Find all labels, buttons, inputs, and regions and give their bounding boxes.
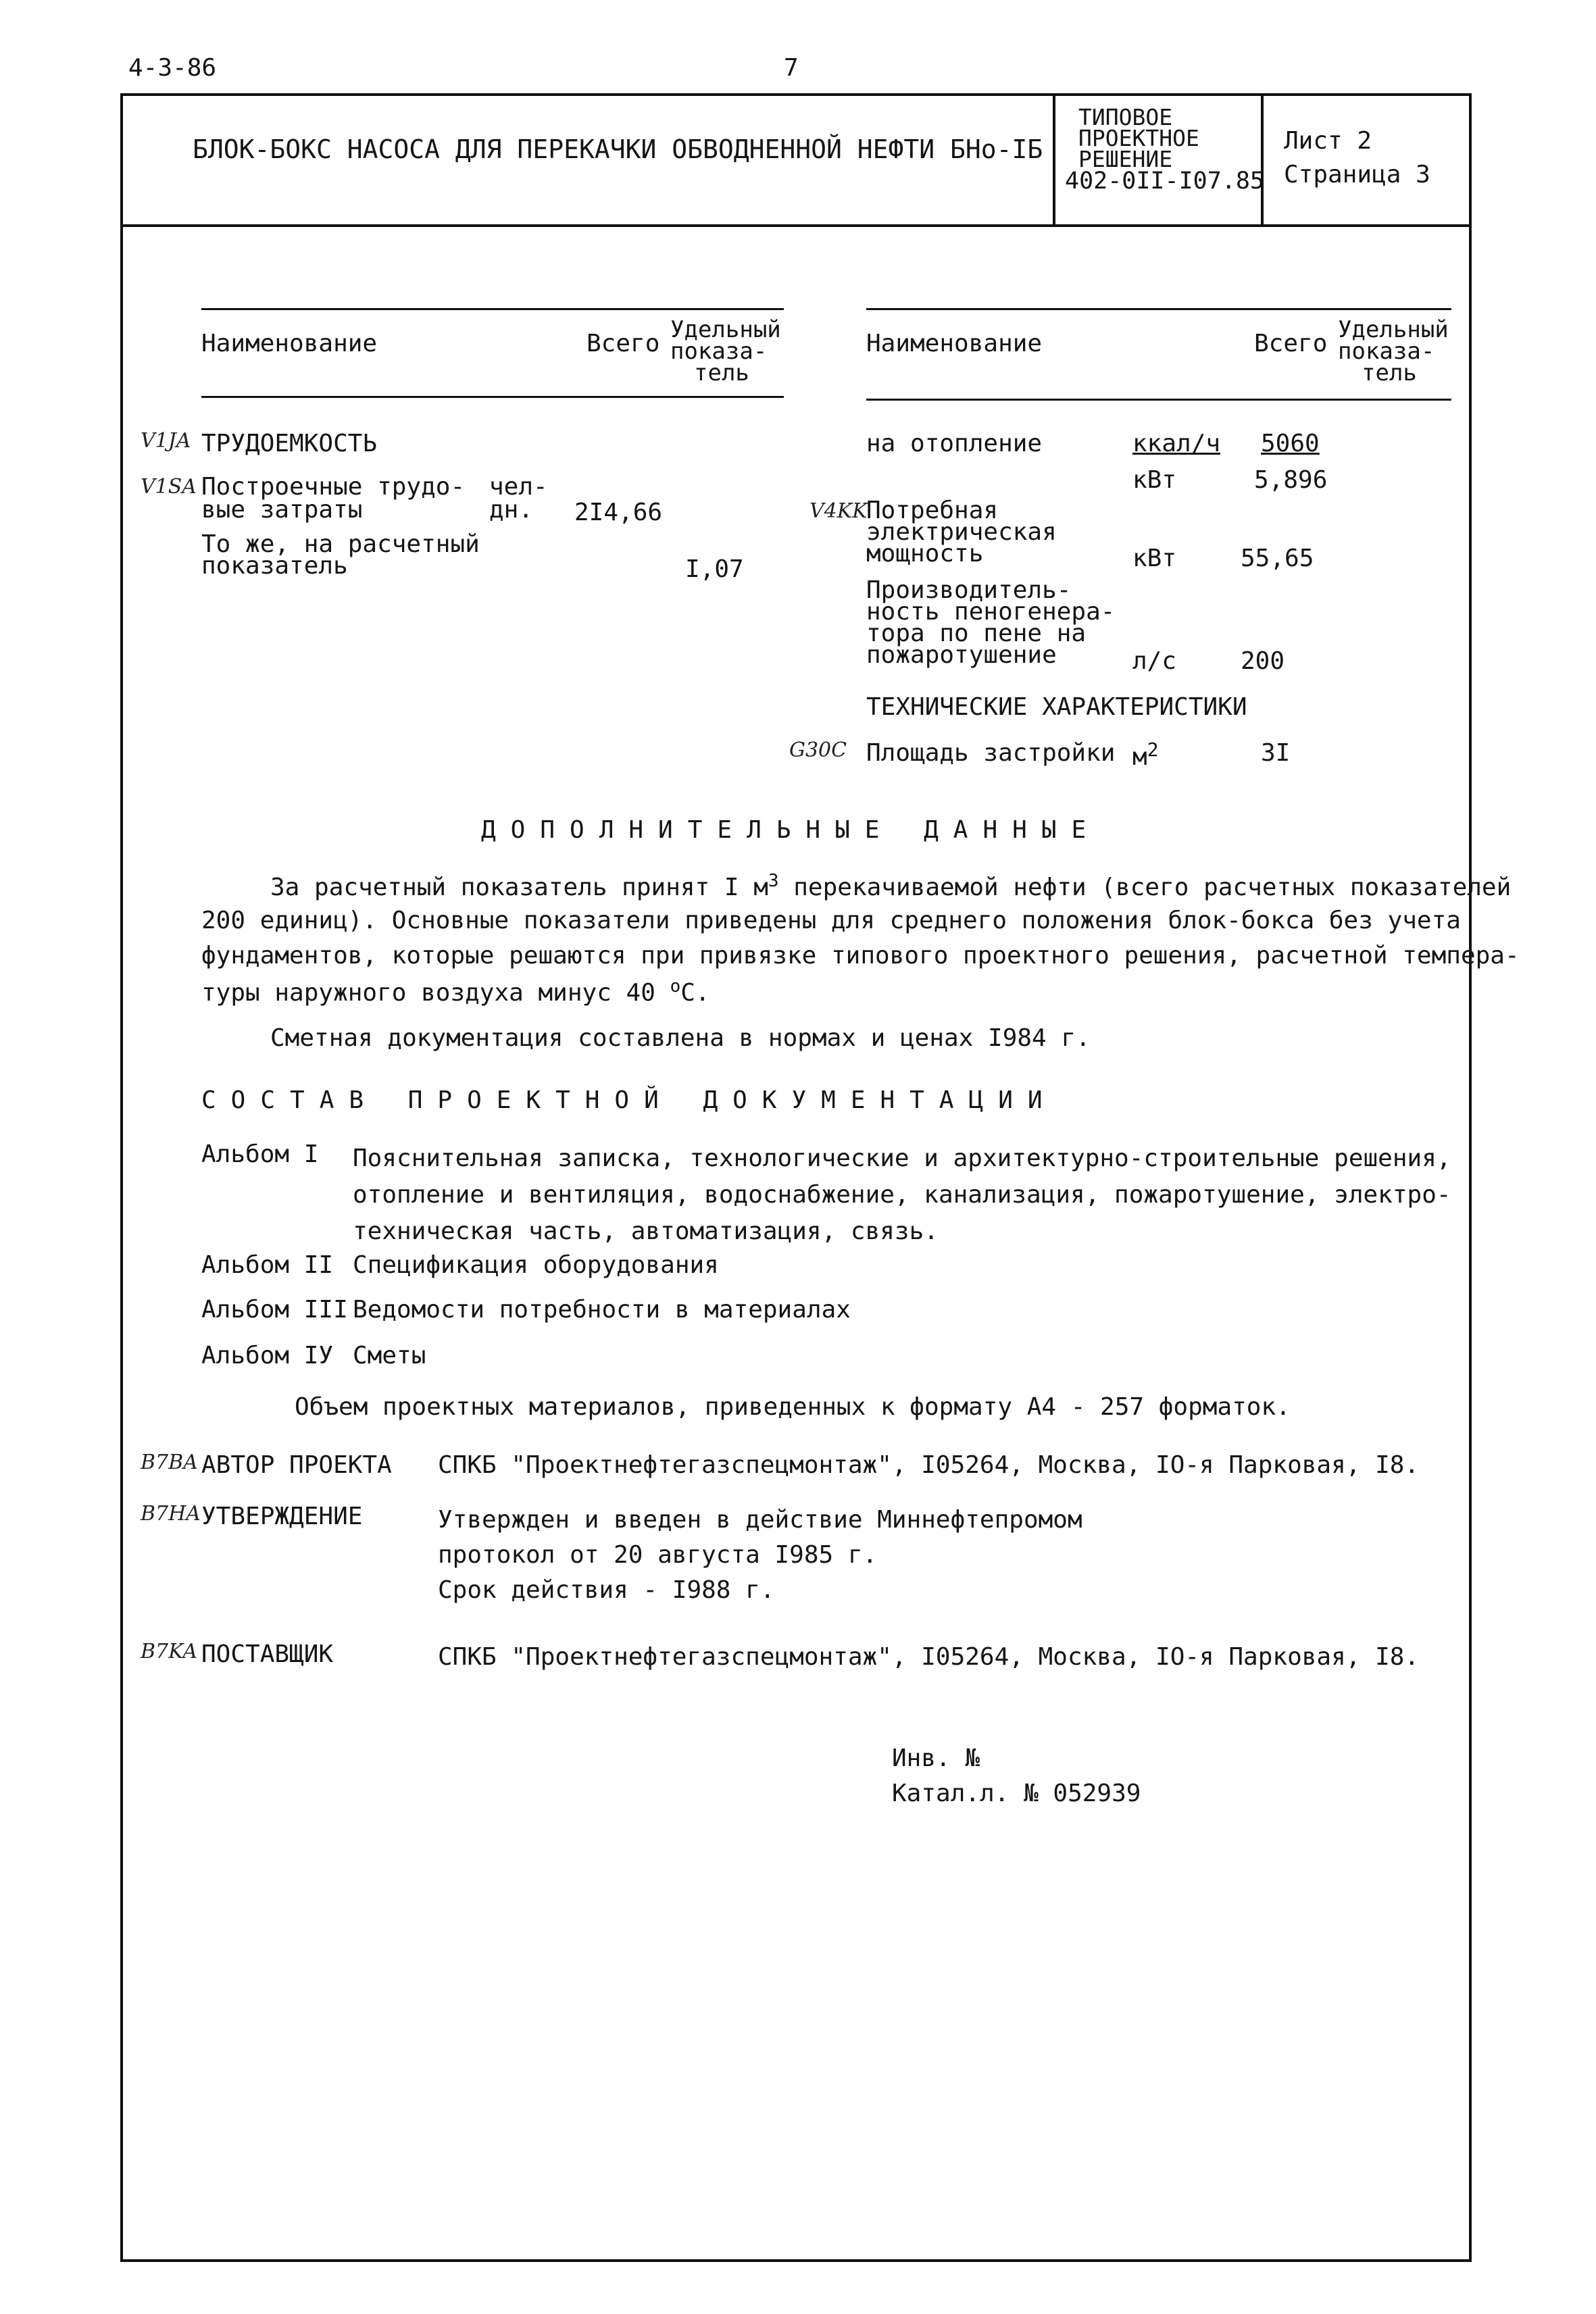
album2-text: Спецификация оборудования xyxy=(353,1251,719,1279)
foam-label-line: пожаротушение xyxy=(866,641,1057,669)
foam-value: 200 xyxy=(1241,647,1285,675)
specific-line: показа- xyxy=(670,338,768,365)
area-unit xyxy=(1132,739,1159,771)
same-specific: I,07 xyxy=(685,555,744,583)
p1-line4-b: С. xyxy=(680,979,710,1007)
p1-line1-sup: 3 xyxy=(768,871,779,891)
specific-line: показа- xyxy=(1338,338,1435,365)
page-number: 7 xyxy=(784,54,799,82)
album4-text: Сметы xyxy=(353,1342,426,1369)
construction-total: 2I4,66 xyxy=(574,499,663,526)
specific-line: тель xyxy=(694,359,749,386)
album1-line: техническая часть, автоматизация, связь. xyxy=(353,1217,939,1245)
specific-line: Удельный xyxy=(1338,316,1449,343)
additional-p1-line2: 200 единиц). Основные показатели приведены для среднего положения блок-бокса без учета xyxy=(201,907,1461,934)
sheet-label: Лист 2 xyxy=(1284,127,1372,155)
right-header-name: Наименование xyxy=(866,330,1043,357)
album1-line: Пояснительная записка, технологические и архитектурно-строительные решения, xyxy=(353,1145,1451,1172)
heating-value-1: 5060 xyxy=(1261,430,1320,457)
left-header-name: Наименование xyxy=(201,330,378,357)
power-unit: кВт xyxy=(1132,545,1177,572)
right-header-specific xyxy=(1338,316,1449,386)
foam-label-line: Производитель- xyxy=(866,576,1072,604)
p1-line4-sup: о xyxy=(670,976,681,997)
p1-line1-a: За расчетный показатель принят I м xyxy=(270,874,768,901)
album1-label: Альбом I xyxy=(201,1140,319,1168)
album2-label: Альбом II xyxy=(201,1251,334,1279)
power-label-line: электрическая xyxy=(866,518,1057,546)
project-type-line: ПРОЕКТНОЕ xyxy=(1078,125,1199,151)
construction-code: V1SA xyxy=(141,475,197,499)
catalog-number: Катал.л. № 052939 xyxy=(892,1780,1141,1807)
same-label-line: То же, на расчетный xyxy=(201,530,480,558)
approval-line: протокол от 20 августа I985 г. xyxy=(438,1541,878,1569)
right-table-header-rule xyxy=(866,399,1451,401)
doc-code: 4-3-86 xyxy=(128,54,217,82)
power-label xyxy=(866,497,1057,568)
project-type-line: ТИПОВОЕ xyxy=(1078,104,1173,130)
tech-title: ТЕХНИЧЕСКИЕ ХАРАКТЕРИСТИКИ xyxy=(866,693,1247,721)
labor-code: V1JA xyxy=(141,429,191,453)
left-table-header-rule xyxy=(201,396,784,398)
heating-unit-1: ккал/ч xyxy=(1132,430,1221,457)
area-label: Площадь застройки xyxy=(866,739,1116,767)
approval-label: УТВЕРЖДЕНИЕ xyxy=(201,1503,363,1530)
additional-title: ДОПОЛНИТЕЛЬНЫЕ ДАННЫЕ xyxy=(481,816,1101,844)
heating-value-2: 5,896 xyxy=(1254,466,1328,494)
p1-line1-b: перекачиваемой нефти (всего расчетных показателей xyxy=(778,874,1512,901)
supplier-text: СПКБ "Проектнефтегазспецмонтаж", I05264, Москва, IО-я Парковая, I8. xyxy=(438,1643,1420,1671)
author-label: АВТОР ПРОЕКТА xyxy=(201,1451,392,1479)
left-table-top-rule xyxy=(201,308,784,310)
additional-p1-line1 xyxy=(270,872,1511,901)
album3-text: Ведомости потребности в материалах xyxy=(353,1296,851,1324)
approval-line: Утвержден и введен в действие Миннефтепромом xyxy=(438,1506,1082,1534)
author-code: B7BA xyxy=(141,1451,198,1474)
approval-code: B7HA xyxy=(141,1502,201,1526)
same-label xyxy=(201,530,480,580)
additional-p1-line4 xyxy=(201,977,710,1007)
album1-text xyxy=(353,1140,1451,1250)
project-number: 402-0II-I07.85 xyxy=(1065,168,1265,195)
album1-line: отопление и вентиляция, водоснабжение, канализация, пожаротушение, электро- xyxy=(353,1181,1451,1209)
area-unit-sup: 2 xyxy=(1147,738,1159,761)
construction-unit xyxy=(489,473,548,524)
power-value: 55,65 xyxy=(1241,545,1314,572)
heating-label: на отопление xyxy=(866,430,1043,457)
construction-label-line: вые затраты xyxy=(201,496,363,524)
header-bottom-line xyxy=(120,224,1472,227)
specific-line: Удельный xyxy=(670,316,781,343)
same-label-line: показатель xyxy=(201,552,348,580)
construction-unit-line: чел- xyxy=(489,473,548,501)
power-code: V4KK xyxy=(809,499,868,523)
specific-line: тель xyxy=(1362,359,1417,386)
power-label-line: мощность xyxy=(866,540,984,568)
construction-label xyxy=(201,473,466,524)
project-type-line: РЕШЕНИЕ xyxy=(1078,146,1173,172)
foam-label-line: тора по пене на xyxy=(866,620,1087,647)
project-type xyxy=(1065,104,1265,195)
left-header-total: Всего xyxy=(587,330,660,357)
supplier-code: B7KA xyxy=(141,1640,197,1663)
foam-label xyxy=(866,576,1116,669)
area-unit-base: м xyxy=(1132,743,1147,771)
additional-p1-line3: фундаментов, которые решаются при привязке типового проектного решения, расчетной темпера- xyxy=(201,942,1520,970)
power-label-line: Потребная xyxy=(866,497,999,524)
album3-label: Альбом III xyxy=(201,1296,348,1324)
supplier-label: ПОСТАВЩИК xyxy=(201,1640,334,1668)
additional-p2: Сметная документация составлена в нормах и ценах I984 г. xyxy=(270,1024,1091,1052)
construction-unit-line: дн. xyxy=(489,496,534,524)
construction-label-line: Построечные трудо- xyxy=(201,473,466,501)
approval-line: Срок действия - I988 г. xyxy=(438,1576,775,1604)
volume-text: Объем проектных материалов, приведенных к формату А4 - 257 форматок. xyxy=(295,1393,1291,1421)
area-code: G30C xyxy=(789,738,847,762)
foam-unit: л/с xyxy=(1132,647,1177,675)
right-header-total: Всего xyxy=(1254,330,1328,357)
inventory-number: Инв. № xyxy=(892,1744,980,1772)
foam-label-line: ность пеногенера- xyxy=(866,598,1116,626)
left-header-specific xyxy=(670,316,781,386)
album4-label: Альбом IУ xyxy=(201,1342,334,1369)
document-title: БЛОК-БОКС НАСОСА ДЛЯ ПЕРЕКАЧКИ ОБВОДНЕННОЙ НЕФТИ БНо-IБ xyxy=(193,134,1043,164)
area-value: 3I xyxy=(1261,739,1291,767)
right-table-top-rule xyxy=(866,308,1451,310)
header-divider-1 xyxy=(1053,93,1055,226)
author-text: СПКБ "Проектнефтегазспецмонтаж", I05264, Москва, IО-я Парковая, I8. xyxy=(438,1451,1420,1479)
heating-unit-2: кВт xyxy=(1132,466,1177,494)
composition-title: СОСТАВ ПРОЕКТНОЙ ДОКУМЕНТАЦИИ xyxy=(201,1086,1057,1114)
p1-line4-a: туры наружного воздуха минус 40 xyxy=(201,979,670,1007)
approval-text xyxy=(438,1503,1082,1608)
page-label: Страница 3 xyxy=(1284,161,1430,188)
labor-title: ТРУДОЕМКОСТЬ xyxy=(201,430,378,457)
